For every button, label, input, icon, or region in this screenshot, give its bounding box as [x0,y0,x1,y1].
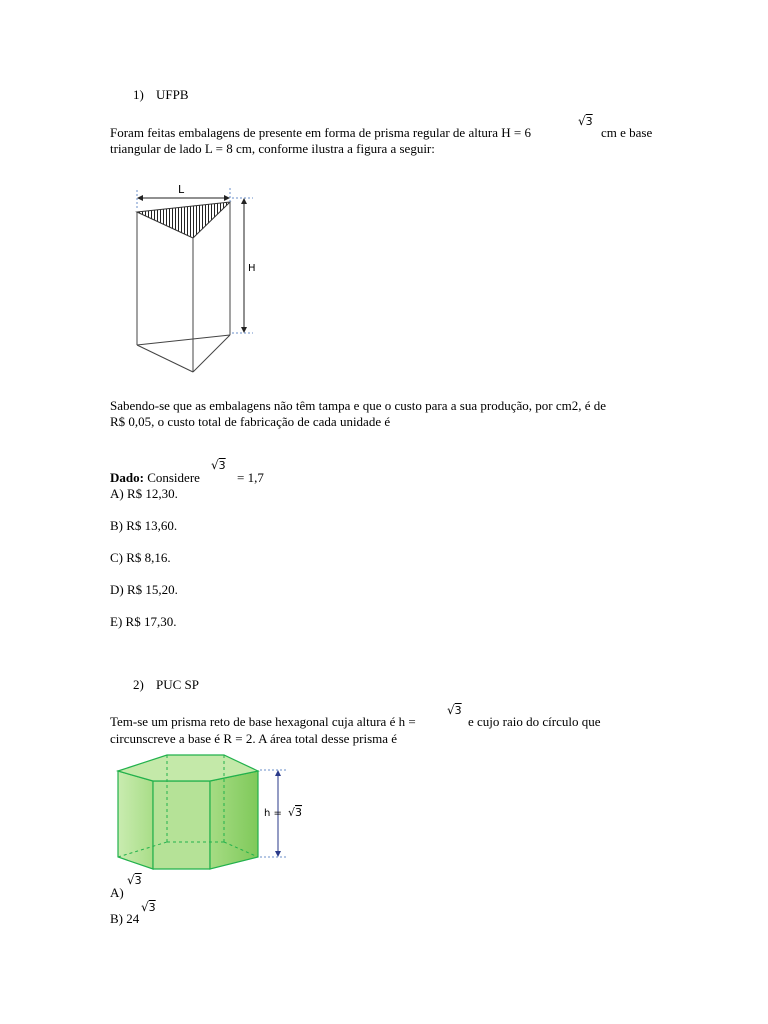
q1-statement-line1: Foram feitas embalagens de presente em forma de prisma regular de altura H = 6 [110,125,532,140]
q2-option-a: A) [110,885,124,900]
label-h-value: √3 [288,806,303,819]
q2-number: 2) [133,677,144,692]
q2-statement-line2: circunscreve a base é R = 2. A área total desse prisma é [110,731,398,746]
q1-option-a: A) R$ 12,30. [110,486,178,501]
label-L: L [178,183,185,196]
q2-statement-line1-end: e cujo raio do círculo que [468,714,601,729]
sqrt3-expression: √3 [141,900,156,914]
q1-number: 1) [133,87,144,102]
q1-given [110,470,200,486]
hexagonal-prism-figure [112,750,312,875]
prism-top-face [137,202,230,238]
sqrt3-expression: √3 [578,114,593,128]
q1-option-e: E) R$ 17,30. [110,614,177,629]
dimension-H [232,198,256,333]
triangular-prism-figure [120,180,280,380]
hex-prism-faces [118,755,258,869]
q1-option-b: B) R$ 13,60. [110,518,178,533]
q1-statement-line1-end: cm e base [601,125,653,140]
sqrt3-expression: √3 [211,458,226,472]
sqrt3-expression: √3 [127,873,142,887]
given-label: Dado: [110,470,144,485]
label-H: H [248,263,256,274]
sqrt3-expression: √3 [447,703,462,717]
dimension-h [260,770,302,857]
q1-statement-line2: triangular de lado L = 8 cm, conforme ilustra a figura a seguir: [110,141,435,156]
label-h: h = [264,808,282,819]
q2-option-b: B) 24 [110,911,140,926]
q1-context-line1: Sabendo-se que as embalagens não têm tampa e que o custo para a sua produção, por cm2, é de [110,398,606,413]
q2-statement-line1: Tem-se um prisma reto de base hexagonal cuja altura é h = [110,714,416,729]
q1-option-d: D) R$ 15,20. [110,582,178,597]
q1-context-line2: R$ 0,05, o custo total de fabricação de cada unidade é [110,414,391,429]
q1-option-c: C) R$ 8,16. [110,550,171,565]
q2-source: PUC SP [156,677,199,692]
q1-source: UFPB [156,87,189,102]
given-value: = 1,7 [237,470,264,485]
given-text: Considere [147,470,200,485]
